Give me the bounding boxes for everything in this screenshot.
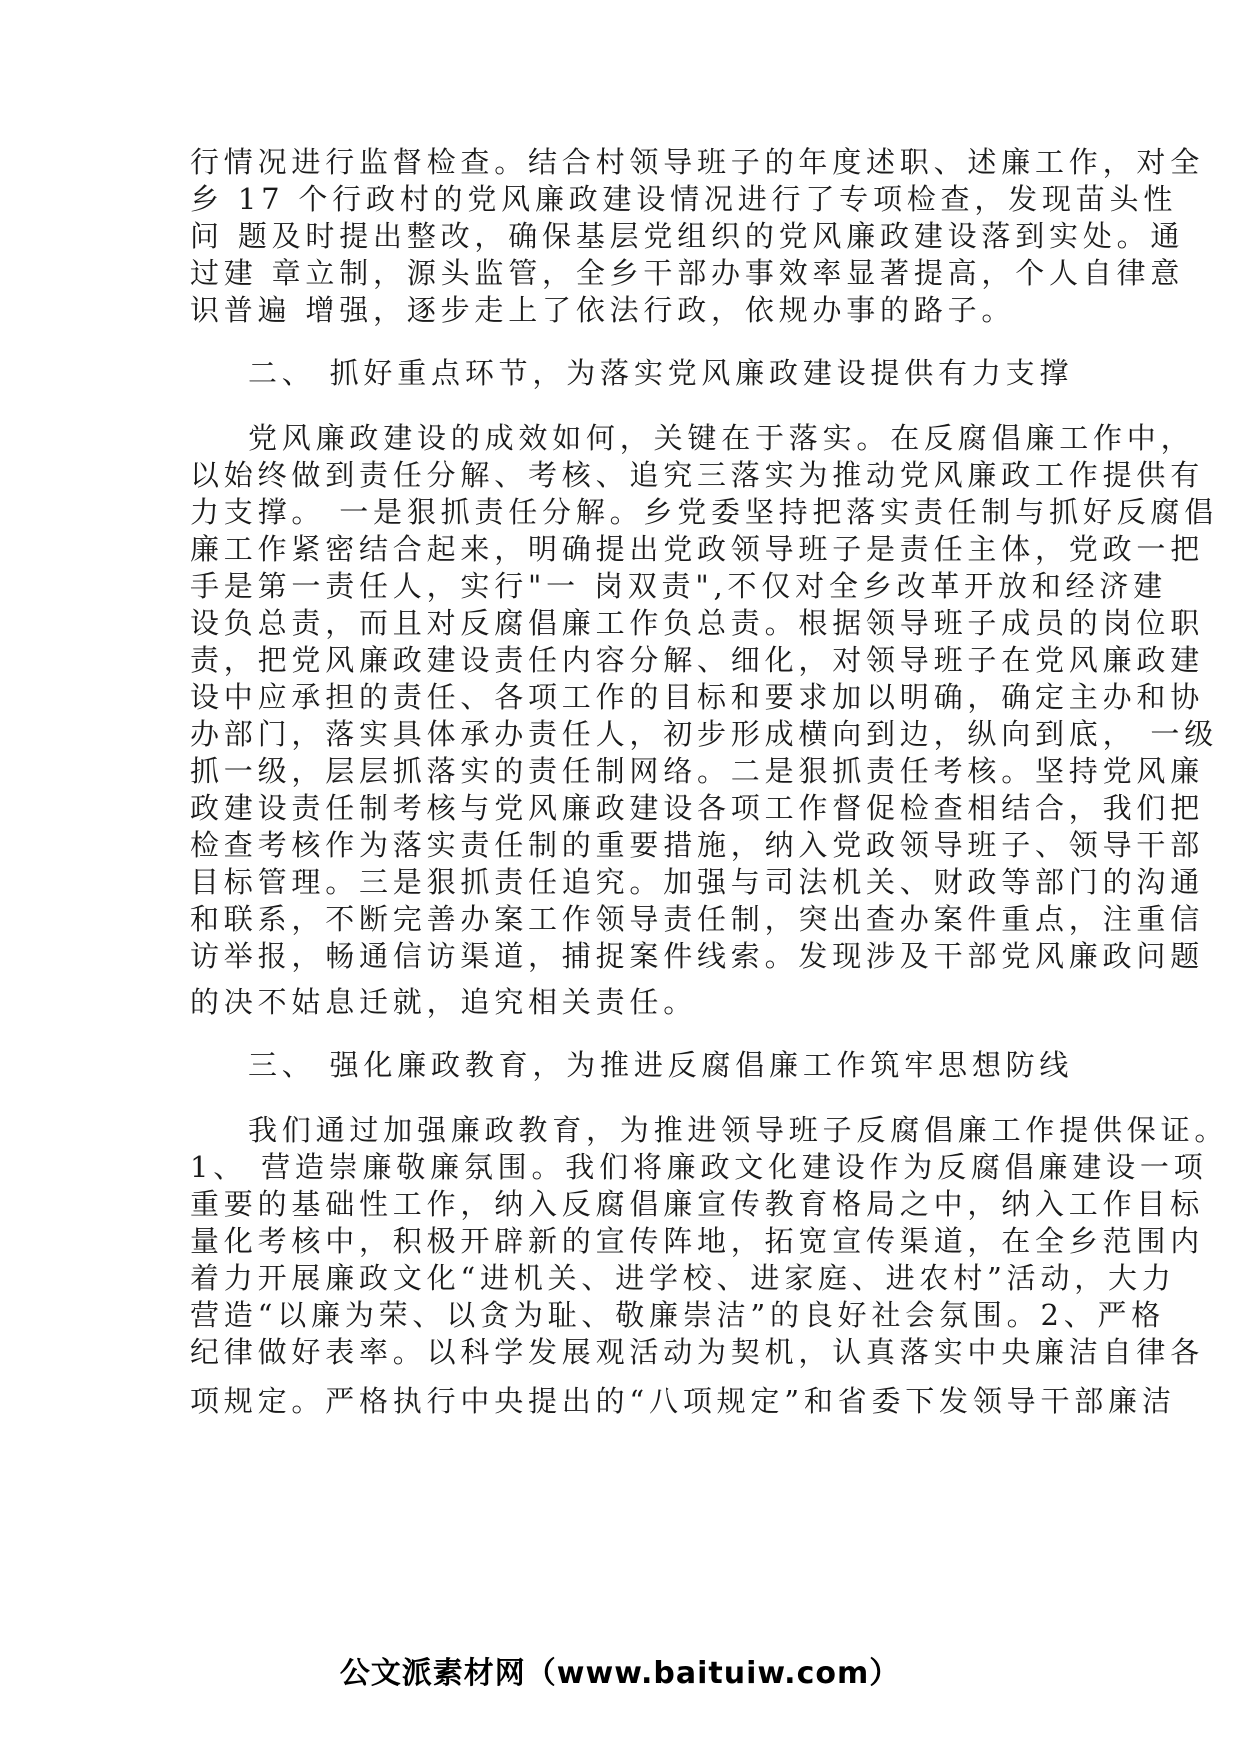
body-line: 着力开展廉政文化“进机关、进学校、进家庭、进农村”活动，大力 [190,1261,1176,1295]
body-line: 党风廉政建设的成效如何，关键在于落实。在反腐倡廉工作中， [248,421,1195,455]
body-line: 抓一级，层层抓落实的责任制网络。二是狠抓责任考核。坚持党风廉 [190,754,1205,788]
body-line: 设负总责，而且对反腐倡廉工作负总责。根据领导班子成员的岗位职 [190,606,1205,640]
body-line: 力支撑。 一是狠抓责任分解。乡党委坚持把落实责任制与抓好反腐倡 [190,495,1219,529]
body-line: 设中应承担的责任、各项工作的目标和要求加以明确，确定主办和协 [190,680,1205,714]
body-line: 的决不姑息迁就，追究相关责任。 [190,985,698,1019]
site-footer-watermark: 公文派素材网（www.baituiw.com） [339,1656,901,1691]
body-line: 廉工作紧密结合起来，明确提出党政领导班子是责任主体，党政一把 [190,532,1205,566]
body-line: 和联系，不断完善办案工作领导责任制，突出查办案件重点，注重信 [190,902,1205,936]
body-line: 重要的基础性工作，纳入反腐倡廉宣传教育格局之中，纳入工作目标 [190,1187,1205,1221]
body-line: 办部门，落实具体承办责任人，初步形成横向到边，纵向到底， 一级 [190,717,1219,751]
body-line: 目标管理。三是狠抓责任追究。加强与司法机关、财政等部门的沟通 [190,865,1205,899]
body-line: 检查考核作为落实责任制的重要措施，纳入党政领导班子、领导干部 [190,828,1205,862]
body-line: 政建设责任制考核与党风廉政建设各项工作督促检查相结合，我们把 [190,791,1205,825]
section-heading-2: 二、 抓好重点环节，为落实党风廉政建设提供有力支撑 [248,356,1074,390]
body-line: 过建 章立制，源头监管，全乡干部办事效率显著提高，个人自律意 [190,256,1185,290]
body-line: 以始终做到责任分解、考核、追究三落实为推动党风廉政工作提供有 [190,458,1205,492]
body-line: 1、 营造崇廉敬廉氛围。我们将廉政文化建设作为反腐倡廉建设一项 [190,1150,1208,1184]
body-line: 乡 17 个行政村的党风廉政建设情况进行了专项检查，发现苗头性 [190,182,1178,216]
section-heading-3: 三、 强化廉政教育，为推进反腐倡廉工作筑牢思想防线 [248,1048,1074,1082]
body-line: 量化考核中，积极开辟新的宣传阵地，拓宽宣传渠道，在全乡范围内 [190,1224,1205,1258]
body-line: 纪律做好表率。以科学发展观活动为契机，认真落实中央廉洁自律各 [190,1335,1205,1369]
body-line: 我们通过加强廉政教育，为推进领导班子反腐倡廉工作提供保证。 [248,1113,1229,1147]
body-line: 责，把党风廉政建设责任内容分解、细化，对领导班子在党风廉政建 [190,643,1205,677]
body-line: 行情况进行监督检查。结合村领导班子的年度述职、述廉工作，对全 [190,145,1205,179]
body-line: 识普遍 增强，逐步走上了依法行政，依规办事的路子。 [190,293,1016,327]
body-line: 项规定。严格执行中央提出的“八项规定”和省委下发领导干部廉洁 [190,1384,1176,1418]
body-line: 营造“以廉为荣、以贪为耻、敬廉崇洁”的良好社会氛围。2、严格 [190,1298,1166,1332]
body-line: 问 题及时提出整改，确保基层党组织的党风廉政建设落到实处。通 [190,219,1185,253]
body-line: 访举报，畅通信访渠道，捕捉案件线索。发现涉及干部党风廉政问题 [190,939,1205,973]
body-line: 手是第一责任人，实行"一 岗双责",不仅对全乡改革开放和经济建 [190,569,1167,603]
